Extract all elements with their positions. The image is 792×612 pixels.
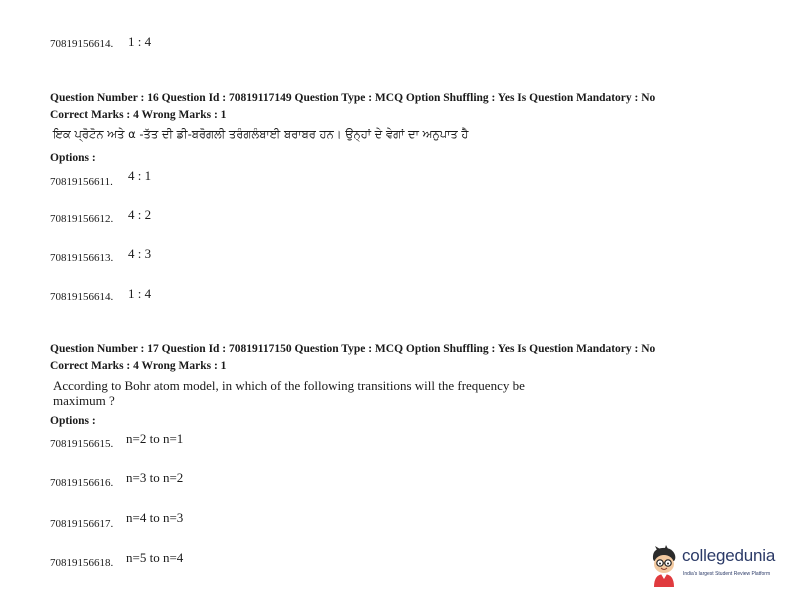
question-17-options-label: Options : bbox=[50, 415, 96, 427]
option-id: 70819156617. bbox=[50, 518, 114, 530]
option-text: 4 : 2 bbox=[128, 207, 152, 222]
option-id: 70819156614. bbox=[50, 38, 114, 50]
option-text: n=4 to n=3 bbox=[126, 510, 184, 525]
logo-name: collegedunia bbox=[682, 546, 776, 565]
option-id: 70819156615. bbox=[50, 438, 114, 450]
option-text: n=3 to n=2 bbox=[126, 470, 184, 485]
question-16-text: ਇਕ ਪ੍ਰੋਟੋਨ ਅਤੇ α -ਤੱਤ ਦੀ ਡੀ-ਬਰੋਗਲੀ ਤਰੰਗਲੰਬਾਈ ਬਰਾਬਰ ਹਨ। ਉਨ੍ਹਾਂ ਦੇ ਵੇਗਾਂ ਦਾ ਅਨੁਪਾਤ ਹੈ bbox=[53, 127, 469, 141]
option-id: 70819156611. bbox=[50, 176, 113, 188]
collegedunia-logo bbox=[648, 545, 784, 591]
option-text: 4 : 3 bbox=[128, 246, 152, 261]
option-id: 70819156616. bbox=[50, 477, 114, 489]
question-17-text-line2: maximum ? bbox=[53, 393, 115, 408]
question-16-options-label: Options : bbox=[50, 152, 96, 164]
option-text: 1 : 4 bbox=[128, 34, 152, 49]
student-mascot-icon bbox=[648, 545, 680, 587]
question-17-header: Question Number : 17 Question Id : 70819117150 Question Type : MCQ Option Shuffling : Yes Is Question Mandatory : No bbox=[50, 343, 656, 355]
question-16-marks: Correct Marks : 4 Wrong Marks : 1 bbox=[50, 109, 227, 121]
option-id: 70819156614. bbox=[50, 291, 114, 303]
question-16-header: Question Number : 16 Question Id : 70819117149 Question Type : MCQ Option Shuffling : Yes Is Question Mandatory : No bbox=[50, 92, 656, 104]
logo-tagline: India's largest Student Review Platform bbox=[683, 571, 771, 577]
option-text: 4 : 1 bbox=[128, 168, 152, 183]
option-text: n=2 to n=1 bbox=[126, 431, 184, 446]
option-id: 70819156618. bbox=[50, 557, 114, 569]
question-17-marks: Correct Marks : 4 Wrong Marks : 1 bbox=[50, 360, 227, 372]
option-text: n=5 to n=4 bbox=[126, 550, 184, 565]
question-17-text-line1: According to Bohr atom model, in which of the following transitions will the frequency be bbox=[53, 378, 525, 393]
option-id: 70819156612. bbox=[50, 213, 114, 225]
option-id: 70819156613. bbox=[50, 252, 114, 264]
option-text: 1 : 4 bbox=[128, 286, 152, 301]
